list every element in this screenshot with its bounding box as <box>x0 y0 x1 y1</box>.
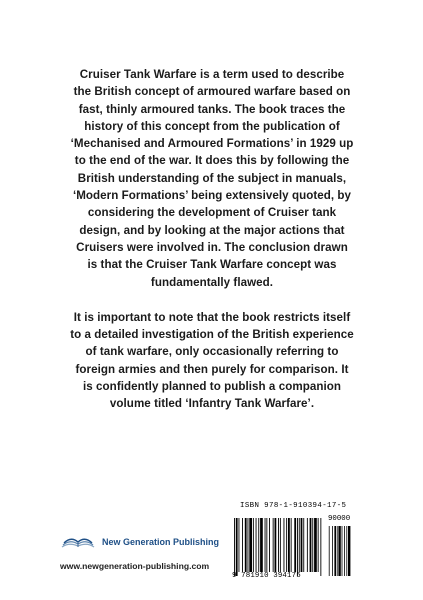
barcode-bar <box>253 518 254 572</box>
barcode-addon-bar <box>334 526 336 576</box>
barcode-addon-bar <box>338 526 340 576</box>
barcode-addon-bar <box>344 526 345 576</box>
barcode-addon-bar <box>346 526 347 576</box>
publisher-logo-block <box>60 532 230 552</box>
barcode-bar <box>320 518 321 576</box>
isbn-label: ISBN 978-1-910394-17-5 <box>240 502 347 510</box>
publisher-website: www.newgeneration-publishing.com <box>60 561 210 571</box>
barcode-bar <box>258 518 259 572</box>
publisher-name: New Generation Publishing <box>102 537 220 547</box>
barcode-bar <box>312 518 313 572</box>
barcode-bar <box>266 518 267 572</box>
barcode-bar <box>310 518 312 572</box>
barcode-bar <box>297 518 298 576</box>
barcode-bar <box>234 518 235 576</box>
barcode-addon-bar <box>337 526 338 576</box>
barcode-ean-digits: 9 781910 394175 <box>232 572 301 580</box>
isbn-barcode <box>232 502 352 586</box>
barcode-bar <box>280 518 281 572</box>
barcode-bar <box>273 518 274 572</box>
barcode-bar <box>284 518 285 572</box>
blurb-paragraph-1: Cruiser Tank Warfare is a term used to describe the British concept of armoured warfare based on fast, thinly armoured tanks. The book traces the history of this concept from the publication of ‘Mechanised and Armoured Formations’ in 1929 up to the end of the war. It does this by following the British understanding of the subject in manuals, ‘Modern Formations’ being extensively quoted, by considering the development of Cruiser tank design, and by looking at the major actions that Cruisers were involved in. The conclusion drawn is that the Cruiser Tank Warfare concept was fundamentally flawed. <box>70 68 354 289</box>
barcode-bar <box>265 518 266 572</box>
barcode-bar <box>248 518 249 572</box>
barcode-bar <box>275 518 277 572</box>
barcode-bar <box>256 518 257 572</box>
barcode-bar <box>318 518 319 572</box>
barcode-bar <box>239 518 240 572</box>
barcode-bar <box>314 518 317 572</box>
blurb-paragraph-2: It is important to note that the book restricts itself to a detailed investigation of the British experience of tank warfare, only occasionally referring to foreign armies and then purely for comparison. It is confidently planned to publish a companion volume titled ‘Infantry Tank Warfare’. <box>70 310 354 411</box>
barcode-bar <box>303 518 304 572</box>
barcode-bar <box>291 518 292 572</box>
barcode-addon-bar <box>329 526 330 576</box>
cover-blurb <box>70 66 354 413</box>
barcode-bar <box>288 518 290 572</box>
barcode-bar <box>249 518 252 572</box>
barcode-bar <box>278 518 279 572</box>
barcode-addon-bar <box>342 526 343 576</box>
barcode-bar <box>245 518 247 572</box>
barcode-bar <box>286 518 287 572</box>
barcode-bar <box>260 518 263 572</box>
barcode-bar <box>242 518 243 572</box>
barcode-bar <box>269 518 270 572</box>
barcode-addon-digits: 90000 <box>328 515 351 523</box>
open-book-logo-icon <box>60 534 96 550</box>
barcode-addon-bar <box>332 526 333 576</box>
barcode-bar <box>236 518 238 576</box>
barcode-addon-bar <box>348 526 350 576</box>
barcode-bar <box>301 518 303 572</box>
barcode-bar <box>307 518 308 572</box>
barcode-bar <box>299 518 300 572</box>
barcode-bar <box>294 518 296 572</box>
